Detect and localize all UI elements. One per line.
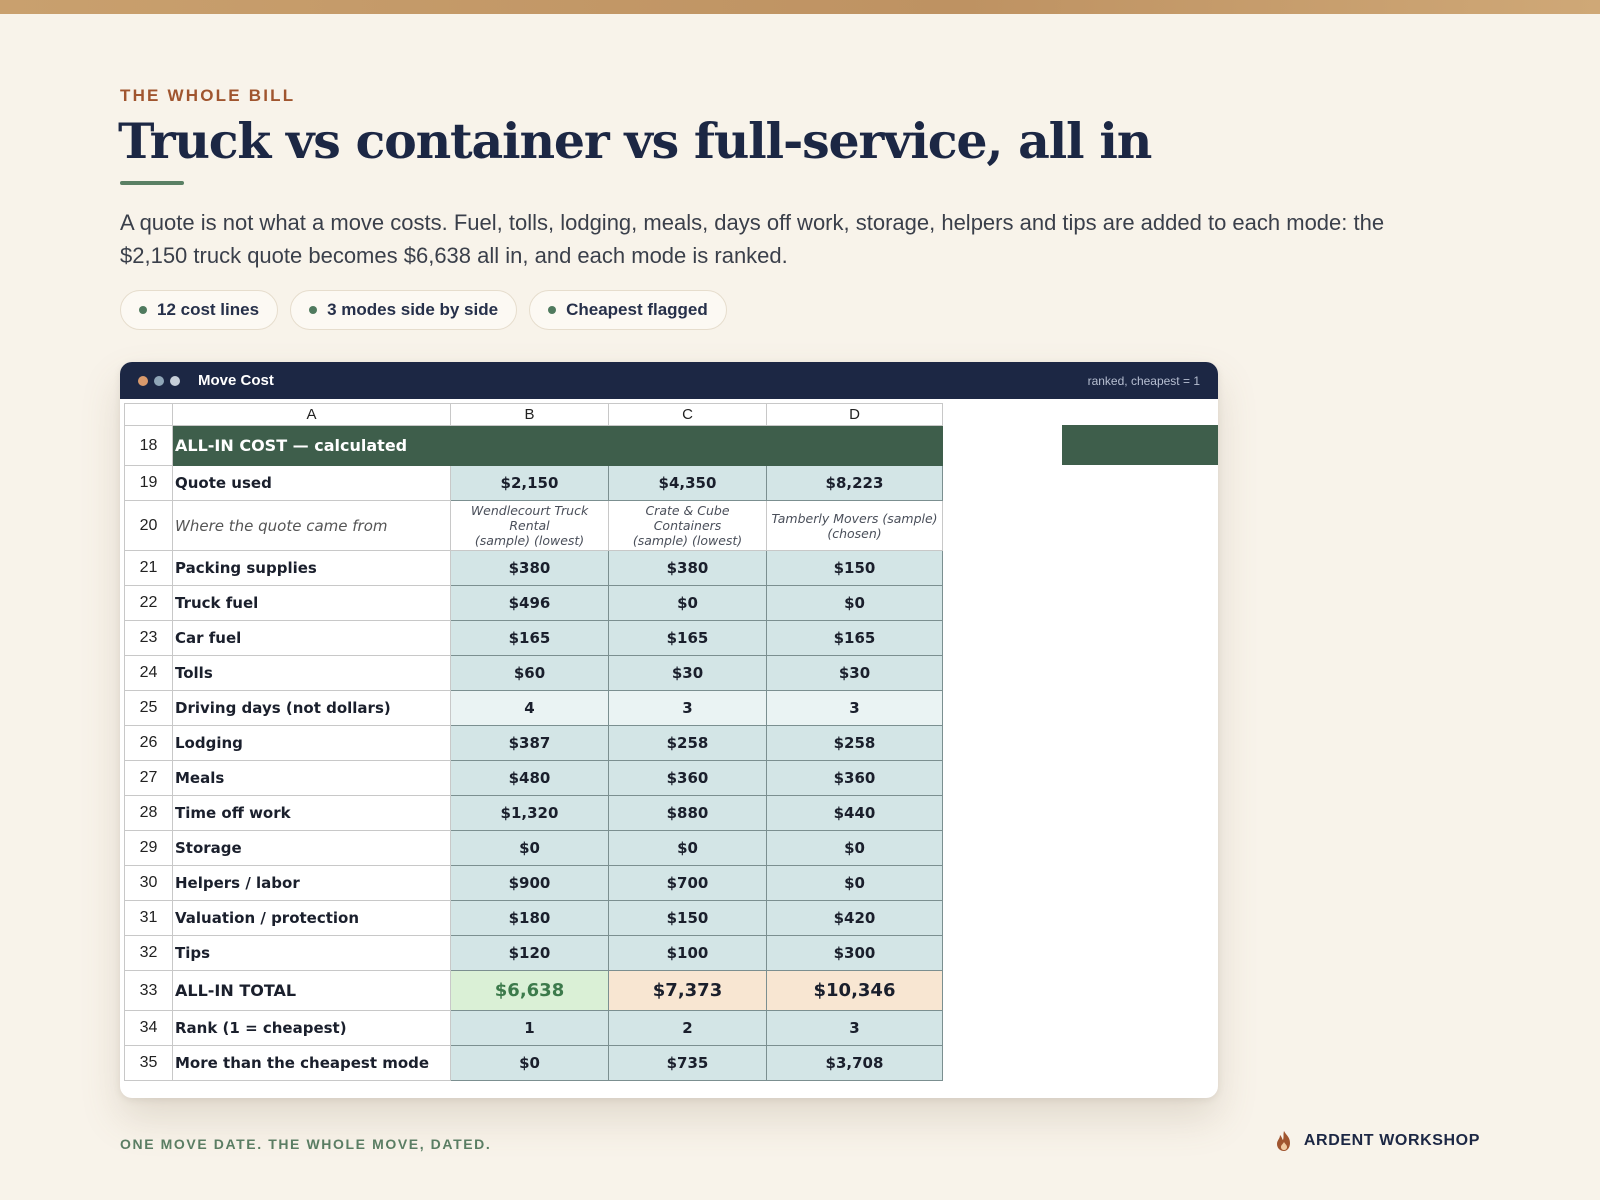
row-number[interactable]: 31	[125, 901, 173, 936]
chip-dot-icon	[548, 306, 556, 314]
feature-chips	[120, 290, 727, 330]
table-row	[125, 936, 943, 971]
table-row	[125, 831, 943, 866]
section-band-cell[interactable]: ALL-IN COST — calculated	[173, 426, 943, 466]
top-accent-strip	[0, 0, 1600, 14]
container-source-cell[interactable]	[609, 501, 767, 551]
container-value-cell[interactable]: $258	[609, 726, 767, 761]
truck-value-cell[interactable]: 4	[451, 691, 609, 726]
full-service-value-cell[interactable]: $150	[767, 551, 943, 586]
full-service-value-cell[interactable]: $165	[767, 621, 943, 656]
truck-value-cell[interactable]: $1,320	[451, 796, 609, 831]
source-line: (sample) (lowest)	[474, 533, 585, 548]
row-number[interactable]: 29	[125, 831, 173, 866]
full-service-value-cell[interactable]: 3	[767, 691, 943, 726]
row-number[interactable]: 34	[125, 1011, 173, 1046]
window-close-dot-icon[interactable]	[138, 376, 148, 386]
page-subtitle: A quote is not what a move costs. Fuel, tolls, lodging, meals, days off work, storage, helpers and tips are added to each mode: the $2,150 truck quote becomes $6,638 all in, and each mode is ranked.	[120, 210, 1385, 268]
page-title: Truck vs container vs full-service, all in	[118, 112, 1152, 170]
row-label-cell[interactable]: Rank (1 = cheapest)	[173, 1011, 451, 1046]
truck-value-cell[interactable]: $900	[451, 866, 609, 901]
truck-total-cell[interactable]: $6,638	[451, 971, 609, 1011]
table-row	[125, 866, 943, 901]
flame-icon	[1274, 1130, 1294, 1152]
row-number[interactable]: 28	[125, 796, 173, 831]
full-service-value-cell[interactable]: $360	[767, 761, 943, 796]
container-value-cell[interactable]: $150	[609, 901, 767, 936]
window-note: ranked, cheapest = 1	[1087, 373, 1200, 388]
row-number[interactable]: 22	[125, 586, 173, 621]
row-label-cell[interactable]: Truck fuel	[173, 586, 451, 621]
row-number[interactable]: 32	[125, 936, 173, 971]
full-service-value-cell[interactable]: $8,223	[767, 466, 943, 501]
truck-value-cell[interactable]: $387	[451, 726, 609, 761]
row-label-cell[interactable]: ALL-IN TOTAL	[173, 971, 451, 1011]
container-value-cell[interactable]: $30	[609, 656, 767, 691]
full-service-value-cell[interactable]: $30	[767, 656, 943, 691]
truck-value-cell[interactable]: $380	[451, 551, 609, 586]
table-row	[125, 656, 943, 691]
table-row	[125, 901, 943, 936]
container-value-cell[interactable]: $165	[609, 621, 767, 656]
window-title: Move Cost	[198, 372, 274, 389]
full-service-source-cell[interactable]	[767, 501, 943, 551]
row-label-cell[interactable]: Storage	[173, 831, 451, 866]
table-row	[125, 586, 943, 621]
full-service-value-cell[interactable]: $0	[767, 866, 943, 901]
table-row	[125, 691, 943, 726]
row-label-cell[interactable]: Packing supplies	[173, 551, 451, 586]
full-service-total-cell[interactable]: $10,346	[767, 971, 943, 1011]
brand-name: ARDENT WORKSHOP	[1303, 1132, 1480, 1149]
row-number[interactable]: 30	[125, 866, 173, 901]
container-value-cell[interactable]: $4,350	[609, 466, 767, 501]
column-header-d[interactable]: D	[767, 404, 943, 426]
container-value-cell[interactable]: $100	[609, 936, 767, 971]
row-number[interactable]: 35	[125, 1046, 173, 1081]
container-diff-cell[interactable]: $735	[609, 1046, 767, 1081]
full-service-value-cell[interactable]: $258	[767, 726, 943, 761]
truck-value-cell[interactable]: $180	[451, 901, 609, 936]
column-header-a[interactable]: A	[173, 404, 451, 426]
truck-value-cell[interactable]: $165	[451, 621, 609, 656]
row-number[interactable]: 24	[125, 656, 173, 691]
row-number[interactable]: 23	[125, 621, 173, 656]
truck-source-cell[interactable]	[451, 501, 609, 551]
container-value-cell[interactable]: $360	[609, 761, 767, 796]
source-line: (chosen)	[827, 525, 882, 541]
row-number[interactable]: 25	[125, 691, 173, 726]
chip-cheapest	[529, 290, 727, 330]
full-service-value-cell[interactable]: $0	[767, 586, 943, 621]
table-row	[125, 761, 943, 796]
truck-value-cell[interactable]: $120	[451, 936, 609, 971]
table-row	[125, 1046, 943, 1081]
row-number[interactable]: 33	[125, 971, 173, 1011]
row-label-cell[interactable]: Car fuel	[173, 621, 451, 656]
corner-cell[interactable]	[125, 404, 173, 426]
table-row	[125, 466, 943, 501]
source-line: Tamberly Movers (sample)	[771, 510, 938, 526]
row-number[interactable]: 21	[125, 551, 173, 586]
row-number[interactable]: 27	[125, 761, 173, 796]
full-service-value-cell[interactable]: $0	[767, 831, 943, 866]
chip-label: 12 cost lines	[157, 300, 260, 319]
truck-value-cell[interactable]: $60	[451, 656, 609, 691]
spreadsheet-grid	[124, 403, 943, 1081]
row-label-cell[interactable]: Valuation / protection	[173, 901, 451, 936]
column-header-b[interactable]: B	[451, 404, 609, 426]
truck-value-cell[interactable]: $0	[451, 831, 609, 866]
container-value-cell[interactable]: $880	[609, 796, 767, 831]
table-row	[125, 551, 943, 586]
table-row	[125, 726, 943, 761]
footer-tagline: ONE MOVE DATE. THE WHOLE MOVE, DATED.	[120, 1136, 492, 1152]
chip-dot-icon	[139, 306, 147, 314]
container-value-cell[interactable]: $0	[609, 586, 767, 621]
truck-value-cell[interactable]: $2,150	[451, 466, 609, 501]
row-label-cell[interactable]: More than the cheapest mode	[173, 1046, 451, 1081]
source-line: (sample) (lowest)	[632, 533, 743, 548]
window-titlebar	[120, 362, 1218, 399]
title-underline	[120, 181, 184, 185]
spreadsheet-window	[120, 362, 1218, 1098]
source-line: Crate & Cube Containers	[645, 503, 730, 533]
container-value-cell[interactable]: $0	[609, 831, 767, 866]
chip-cost-lines	[120, 290, 278, 330]
truck-diff-cell[interactable]: $0	[451, 1046, 609, 1081]
window-minimize-dot-icon[interactable]	[154, 376, 164, 386]
eyebrow: THE WHOLE BILL	[120, 86, 296, 105]
window-zoom-dot-icon[interactable]	[170, 376, 180, 386]
full-service-value-cell[interactable]: $300	[767, 936, 943, 971]
full-service-value-cell[interactable]: $420	[767, 901, 943, 936]
truck-value-cell[interactable]: $480	[451, 761, 609, 796]
chip-dot-icon	[309, 306, 317, 314]
row-label-cell[interactable]: Time off work	[173, 796, 451, 831]
full-service-value-cell[interactable]: $440	[767, 796, 943, 831]
full-service-rank-cell[interactable]: 3	[767, 1011, 943, 1046]
chip-label: 3 modes side by side	[327, 300, 499, 319]
container-rank-cell[interactable]: 2	[609, 1011, 767, 1046]
container-value-cell[interactable]: $700	[609, 866, 767, 901]
table-row	[125, 501, 943, 551]
row-label-cell[interactable]: Driving days (not dollars)	[173, 691, 451, 726]
container-value-cell[interactable]: 3	[609, 691, 767, 726]
container-value-cell[interactable]: $380	[609, 551, 767, 586]
chip-modes	[290, 290, 517, 330]
table-row	[125, 1011, 943, 1046]
table-row	[125, 621, 943, 656]
row-label-cell[interactable]: Quote used	[173, 466, 451, 501]
row-label-cell[interactable]: Where the quote came from	[173, 501, 451, 551]
table-row	[125, 796, 943, 831]
row-number[interactable]: 19	[125, 466, 173, 501]
truck-value-cell[interactable]: $496	[451, 586, 609, 621]
chip-label: Cheapest flagged	[566, 300, 708, 319]
source-line: Wendlecourt Truck Rental	[470, 503, 589, 533]
row-label-cell[interactable]: Tolls	[173, 656, 451, 691]
row-number[interactable]: 18	[125, 426, 173, 466]
footer-brand	[1274, 1130, 1480, 1152]
table-row	[125, 426, 943, 466]
container-total-cell[interactable]: $7,373	[609, 971, 767, 1011]
row-label-cell[interactable]: Helpers / labor	[173, 866, 451, 901]
row-label-cell[interactable]: Lodging	[173, 726, 451, 761]
row-label-cell[interactable]: Tips	[173, 936, 451, 971]
truck-rank-cell[interactable]: 1	[451, 1011, 609, 1046]
band-extension	[1062, 425, 1218, 465]
column-header-c[interactable]: C	[609, 404, 767, 426]
row-label-cell[interactable]: Meals	[173, 761, 451, 796]
table-row	[125, 971, 943, 1011]
row-number[interactable]: 26	[125, 726, 173, 761]
full-service-diff-cell[interactable]: $3,708	[767, 1046, 943, 1081]
row-number[interactable]: 20	[125, 501, 173, 551]
